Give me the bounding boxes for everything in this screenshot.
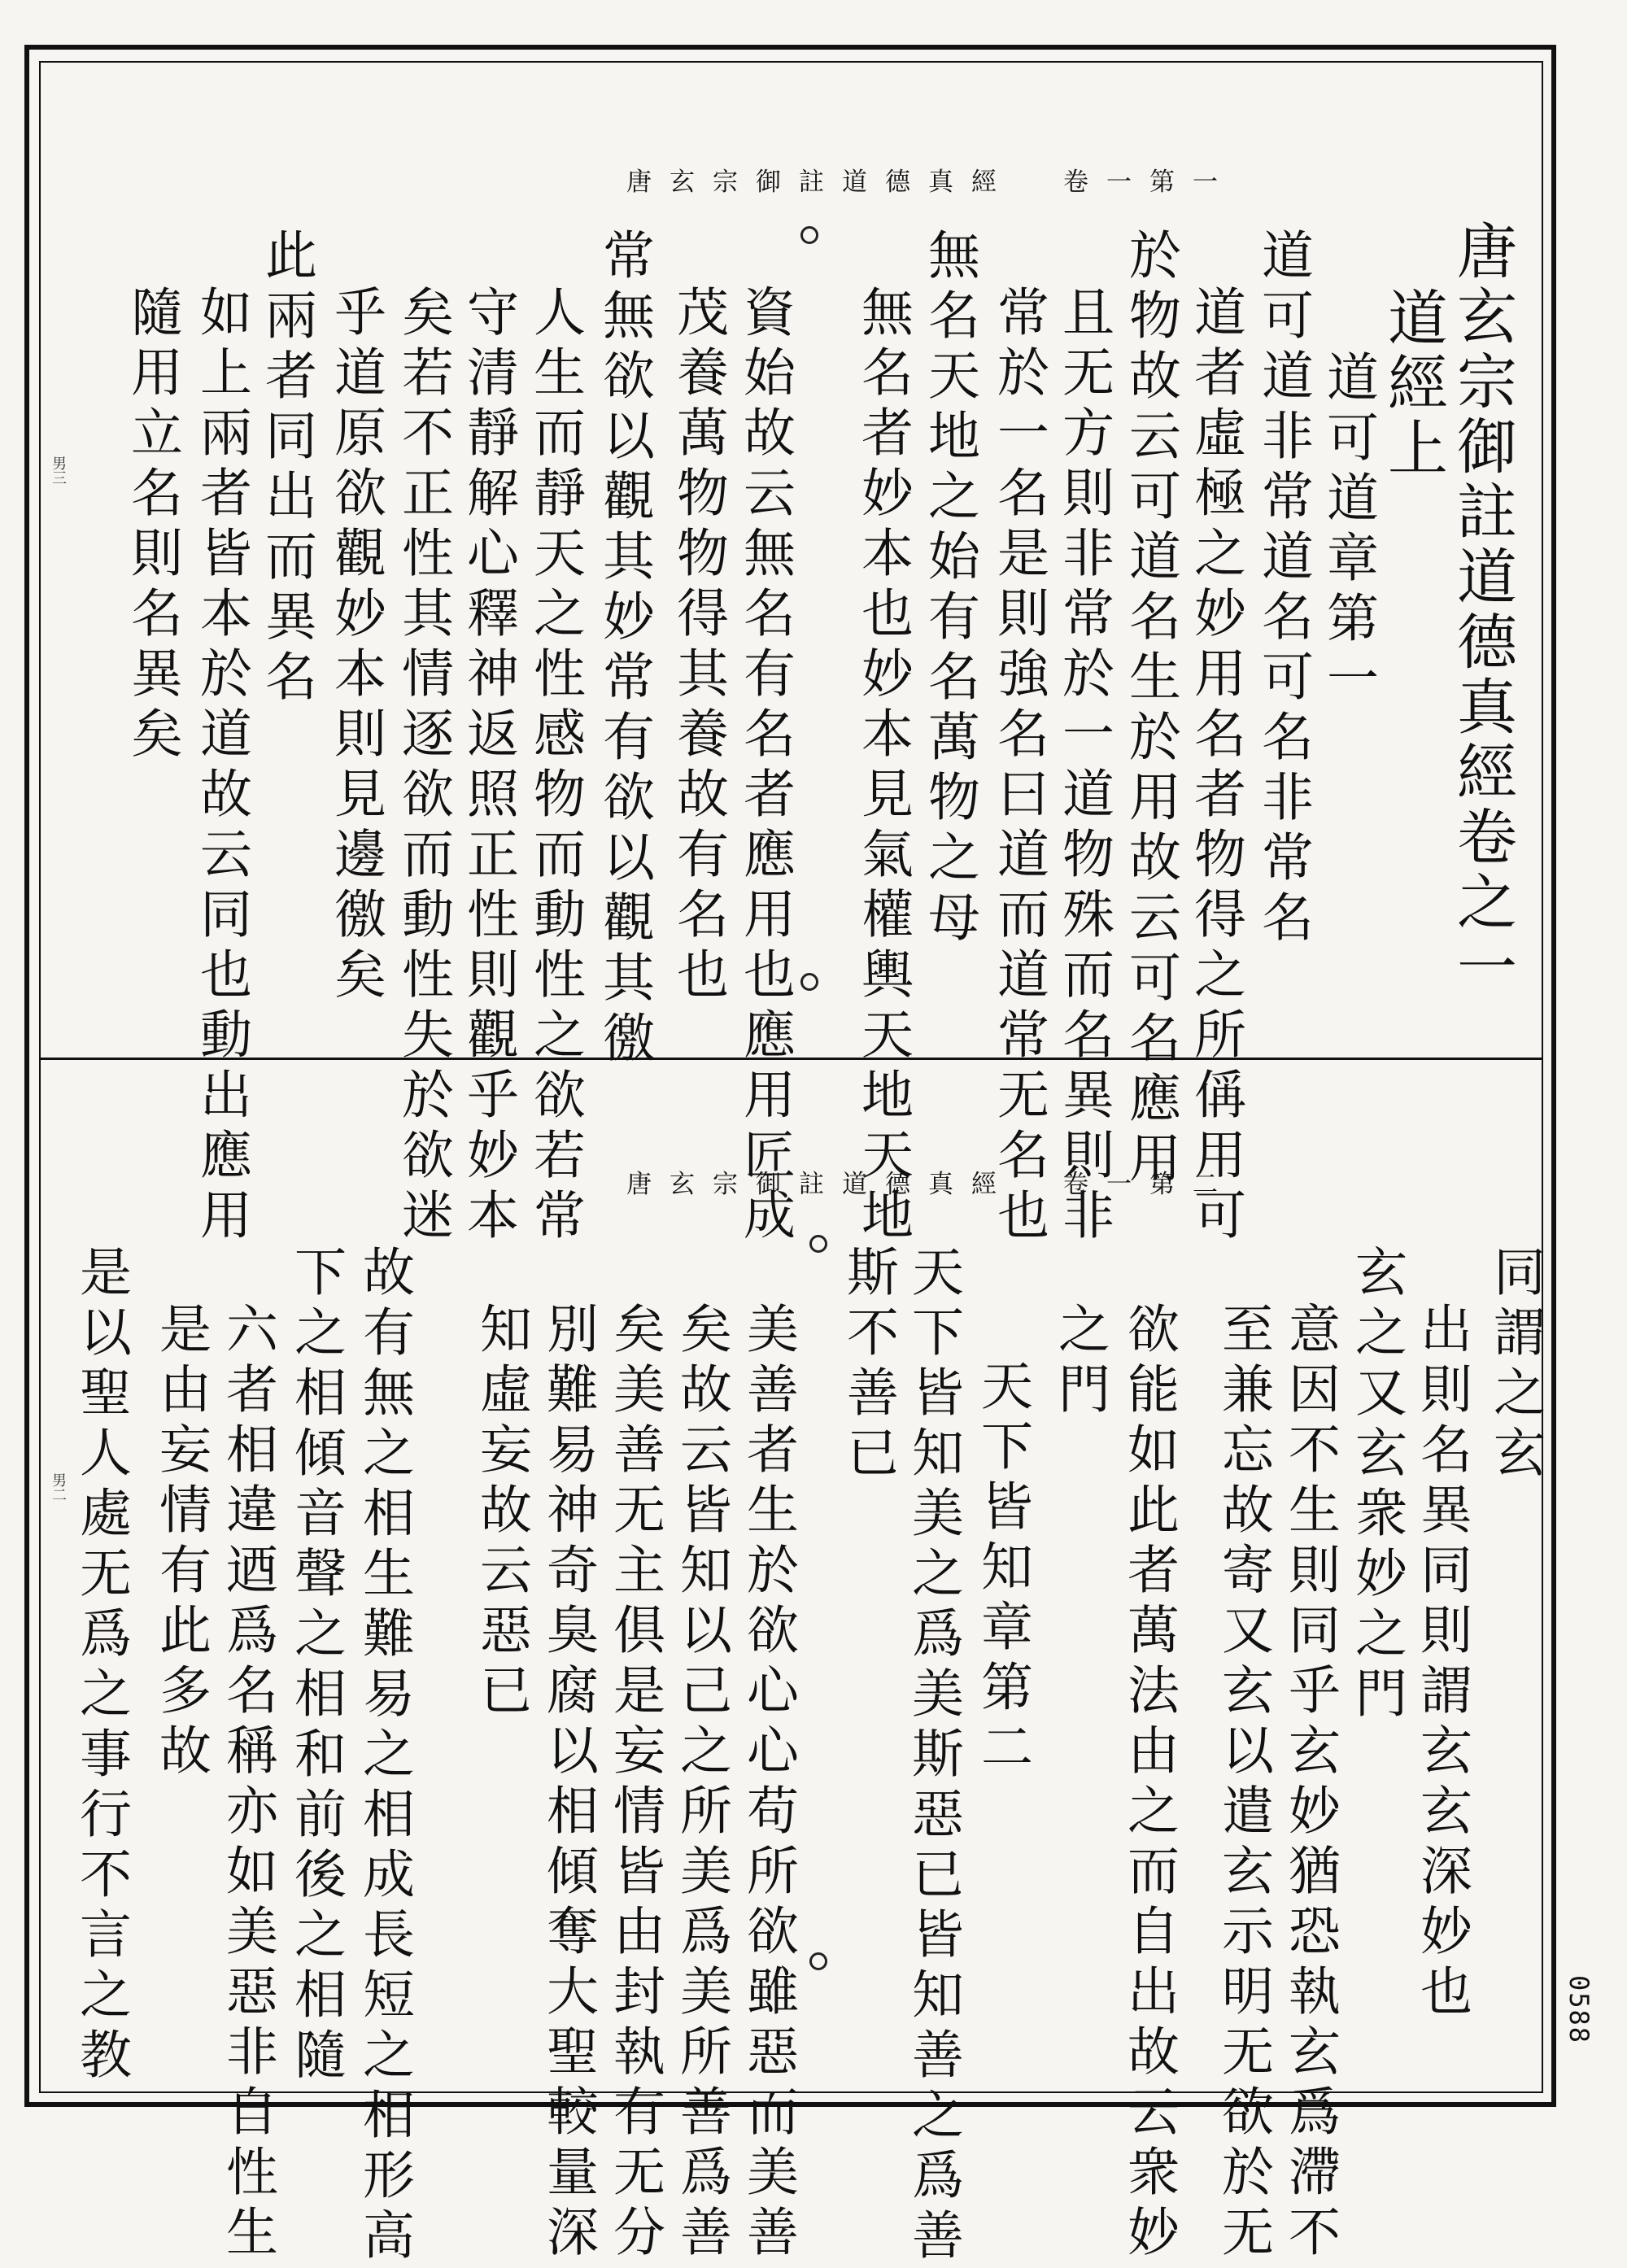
text-column: 無名者妙本也妙本見氣權輿天地天地 (853, 285, 913, 1248)
text-column: 是以聖人處无爲之事行不言之教 (71, 1245, 131, 2087)
text-column: 道者虛極之妙用名者物得之所偁用可 (1185, 285, 1245, 1248)
text-column: 意因不生則同乎玄妙猶恐執玄爲滯不 (1280, 1302, 1340, 2265)
text-column: 道經上 (1378, 286, 1448, 482)
text-column: 此兩者同出而異名 (256, 228, 316, 709)
text-column: 斯不善已 (838, 1245, 898, 1485)
text-column: 玄之又玄衆妙之門 (1346, 1245, 1407, 1726)
bottom-header-section: 卷一第二 (1063, 1170, 1236, 1199)
text-column: 矣故云皆知以己之所美爲美所善爲善 (671, 1302, 731, 2265)
text-column: 乎道原欲觀妙本則見邊徼矣 (325, 285, 386, 1007)
punctuation-circle (809, 1235, 827, 1253)
text-column: 出則名異同則謂玄玄深妙也 (1411, 1302, 1472, 2024)
punctuation-circle (809, 1952, 827, 1970)
text-column: 同謂之玄 (1485, 1245, 1545, 1485)
top-running-header (626, 161, 1236, 198)
side-mark: 男三 (50, 456, 67, 485)
text-column: 美善者生於欲心心苟所欲雖惡而美善 (738, 1302, 798, 2265)
text-column: 是由妄情有此多故 (150, 1302, 211, 1783)
text-column: 矣若不正性其情逐欲而動性失於欲迷 (393, 285, 453, 1248)
bottom-header-title: 唐玄宗御註道德真經 (626, 1170, 1014, 1199)
text-column: 道可道非常道名可名非常名 (1253, 228, 1313, 950)
text-column: 道可道章第一 (1318, 350, 1378, 711)
text-column: 守清靜解心釋神返照正性則觀乎妙本 (458, 285, 518, 1248)
text-column: 且无方則非常於一道物殊而名異則非 (1053, 285, 1114, 1248)
text-column: 人生而靜天之性感物而動性之欲若常 (525, 285, 585, 1248)
text-column: 天下皆知美之爲美斯惡已皆知善之爲善 (903, 1245, 963, 2268)
text-column: 六者相違迺爲名稱亦如美惡非自性生 (217, 1302, 277, 2265)
bottom-running-header (626, 1163, 1236, 1200)
text-column: 知虛妄故云惡已 (471, 1302, 531, 1723)
text-column: 唐玄宗御註道德真經卷之一 (1447, 220, 1517, 1001)
text-column: 常無欲以觀其妙常有欲以觀其徼 (594, 228, 654, 1071)
side-mark: 男二 (50, 1472, 67, 1502)
text-column: 無名天地之始有名萬物之母 (919, 228, 979, 950)
text-column: 至兼忘故寄又玄以遣玄示明无欲於无 (1213, 1302, 1273, 2265)
text-column: 茂養萬物物得其養故有名也 (668, 285, 728, 1007)
punctuation-circle (800, 973, 818, 991)
page-number: 0588 (1564, 1975, 1594, 2045)
punctuation-circle (800, 226, 818, 244)
text-column: 常於一名是則強名曰道而道常无名也 (988, 285, 1049, 1248)
text-column: 下之相傾音聲之相和前後之相隨 (286, 1245, 346, 2087)
text-column: 天下皆知章第二 (972, 1359, 1032, 1780)
text-column: 故有無之相生難易之相成長短之相形高 (354, 1245, 414, 2268)
text-column: 別難易神奇臭腐以相傾奪大聖較量深 (538, 1302, 598, 2265)
text-column: 資始故云無名有名者應用也應用匠成 (735, 285, 795, 1248)
text-column: 之門 (1049, 1302, 1110, 1422)
text-column: 於物故云可道名生於用故云可名應用 (1120, 228, 1180, 1191)
top-header-section: 卷一第一 (1063, 168, 1236, 197)
top-header-title: 唐玄宗御註道德真經 (626, 168, 1014, 197)
text-column: 如上兩者皆本於道故云同也動出應用 (191, 285, 251, 1248)
text-column: 隨用立名則名異矣 (122, 285, 182, 766)
text-column: 矣美善无主俱是妄情皆由封執有无分 (604, 1302, 665, 2265)
text-column: 欲能如此者萬法由之而自出故云衆妙 (1119, 1302, 1179, 2265)
